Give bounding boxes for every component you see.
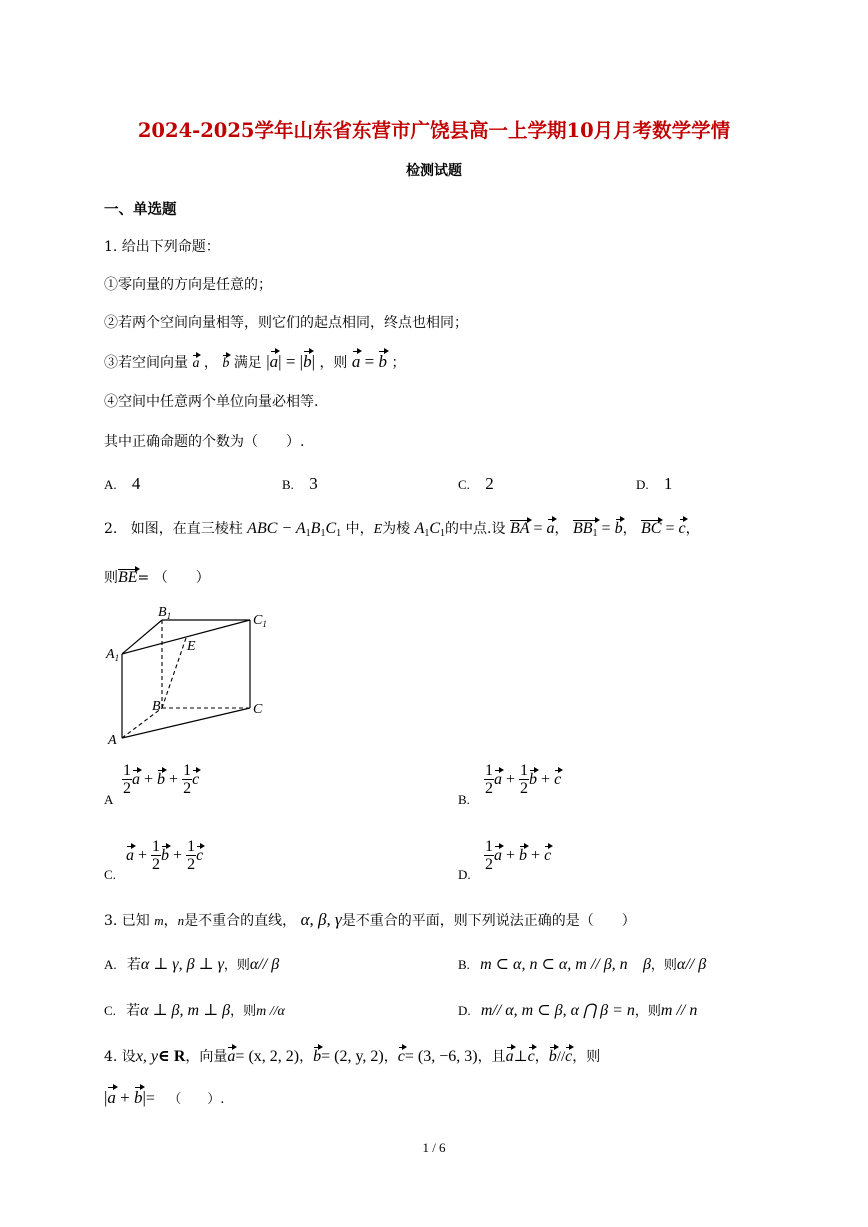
q2-text-4: 的中点.设 bbox=[445, 521, 506, 537]
q1-option-c[interactable] bbox=[458, 474, 494, 494]
q3-comma: ， bbox=[163, 913, 178, 929]
q3-m: m bbox=[154, 913, 164, 928]
label-c: C bbox=[253, 702, 263, 717]
option-text: ，则 bbox=[634, 1004, 661, 1019]
edge-a1c1: $A_1C_1$ bbox=[414, 520, 446, 539]
label-b: B bbox=[152, 699, 161, 714]
q3-option-d[interactable] bbox=[458, 1000, 697, 1020]
label-c1: $C_1$ bbox=[253, 613, 267, 629]
q3-stem bbox=[104, 910, 636, 930]
q1-question: 其中正确命题的个数为（ ）. bbox=[104, 434, 305, 450]
q2-option-d-label: D. bbox=[458, 867, 471, 882]
q1-statement-3 bbox=[104, 352, 405, 372]
option-label: B. bbox=[282, 477, 294, 492]
vector-b: b bbox=[222, 356, 230, 371]
q1-s3-text-b: ， bbox=[203, 355, 218, 371]
q2-comma-3: ， bbox=[685, 521, 700, 537]
q3-n: n bbox=[177, 913, 185, 928]
q4-equals: = bbox=[145, 1090, 155, 1107]
q3-option-b[interactable]: B. m ⊂ α, n ⊂ α, m // β, n β，则α// β bbox=[458, 956, 707, 973]
q3-option-a[interactable] bbox=[104, 954, 279, 974]
q1-option-d[interactable] bbox=[636, 474, 672, 494]
option-text: ，则 bbox=[230, 1004, 257, 1019]
q1-s3-text-c: 满足 bbox=[233, 355, 262, 371]
q2-option-b-expr[interactable]: $\frac{1}{2}$ a + $\frac{1}{2}$ b + c bbox=[485, 762, 562, 797]
option-label: A. bbox=[104, 957, 117, 972]
q4-blank: （ ）. bbox=[168, 1092, 225, 1107]
bc-equals-c: BC = c bbox=[641, 520, 686, 537]
q3-text-c: 是不重合的平面，则下列说法正确的是（ ） bbox=[341, 913, 636, 929]
q3-planes: α, β, γ bbox=[300, 910, 342, 929]
vector-be: BE bbox=[118, 569, 138, 586]
q1-statement-1: ①零向量的方向是任意的； bbox=[104, 277, 272, 293]
option-value: 4 bbox=[131, 474, 141, 493]
section-heading: 一、单选题 bbox=[104, 201, 177, 218]
option-text: 若 bbox=[126, 957, 141, 973]
option-label: D. bbox=[458, 1003, 471, 1018]
option-math: α ⊥ γ, β ⊥ γ bbox=[140, 956, 224, 973]
q4-text-a: 4. 设 bbox=[104, 1049, 136, 1065]
q2-comma-1: ， bbox=[554, 521, 569, 537]
q4-text-2: ，且 bbox=[477, 1049, 506, 1065]
q4-parallel: // bbox=[556, 1049, 566, 1065]
label-a: A bbox=[108, 733, 117, 748]
q3-text-b: 是不重合的直线， bbox=[184, 913, 297, 929]
q1-option-a[interactable] bbox=[104, 474, 140, 494]
q1-stem: 1. 给出下列命题： bbox=[104, 239, 220, 255]
q1-s3-text-d: ，则 bbox=[319, 355, 348, 371]
option-math: α ⊥ β, m ⊥ β bbox=[140, 1002, 231, 1019]
vector-a: a bbox=[192, 356, 200, 371]
q1-statement-4: ④空间中任意两个单位向量必相等. bbox=[104, 394, 319, 410]
option-math: m// α, m ⊂ β, α ⋂ β = n bbox=[480, 1002, 635, 1019]
q2-option-d-expr[interactable]: $\frac{1}{2}$ a + b + c bbox=[485, 838, 552, 873]
option-value: 2 bbox=[485, 474, 494, 493]
q1-s3-text-e: ； bbox=[391, 355, 406, 371]
q4-text-1: ，向量 bbox=[185, 1049, 228, 1065]
q2-option-a-expr[interactable]: $\frac{1}{2}$ a + b + $\frac{1}{2}$ c bbox=[123, 762, 200, 797]
q2-comma-2: ， bbox=[622, 521, 637, 537]
q2-stem bbox=[104, 518, 700, 539]
option-text: ，则 bbox=[650, 958, 677, 973]
document-title: 2024-2025学年山东省东营市广饶县高一上学期10月月考数学学情 bbox=[137, 119, 731, 142]
bb1-equals-b: $BB_1 = b$ bbox=[572, 520, 623, 539]
label-b1: $B_1$ bbox=[158, 605, 172, 621]
option-label: D. bbox=[636, 477, 649, 492]
option-text: ，则 bbox=[223, 958, 250, 973]
option-value: 1 bbox=[663, 474, 673, 493]
q4-text-3: ，则 bbox=[572, 1049, 601, 1065]
label-e: E bbox=[187, 639, 196, 654]
q3-text-a: 3. 已知 bbox=[104, 913, 150, 929]
option-label: C. bbox=[104, 1003, 116, 1018]
option-text: 若 bbox=[126, 1003, 141, 1019]
prism-figure bbox=[100, 600, 290, 750]
q2-stem-line2 bbox=[104, 567, 210, 587]
q2-text-then: 则 bbox=[104, 570, 118, 586]
q2-text-3: 为棱 bbox=[382, 521, 411, 537]
option-math: m //α bbox=[256, 1004, 285, 1019]
q4-xy: x, y bbox=[135, 1048, 159, 1065]
q2-option-c-expr[interactable]: a + $\frac{1}{2}$ b + $\frac{1}{2}$ c bbox=[126, 838, 204, 873]
q1-s3-text-a: ③若空间向量 bbox=[104, 355, 188, 371]
q4-perp: ⊥ bbox=[513, 1049, 528, 1065]
option-label: C. bbox=[458, 477, 470, 492]
option-math: m ⊂ α, n ⊂ α, m // β, n bbox=[480, 956, 628, 973]
q2-blank: = （ ） bbox=[137, 570, 210, 586]
q2-text-2: 中， bbox=[345, 521, 374, 537]
q2-text-1: 如图，在直三棱柱 bbox=[130, 521, 243, 537]
option-value: 3 bbox=[309, 474, 318, 493]
q1-statement-2: ②若两个空间向量相等，则它们的起点相同，终点也相同； bbox=[104, 315, 468, 331]
q2-option-a-label: A bbox=[104, 792, 114, 807]
abs-a-plus-b: |a + b| bbox=[104, 1088, 146, 1107]
q2-option-b-label: B. bbox=[458, 792, 470, 807]
q3-option-c[interactable] bbox=[104, 1000, 285, 1020]
q4-a-eq: = (x, 2, 2) bbox=[235, 1048, 300, 1065]
option-math: α// β bbox=[676, 956, 707, 973]
q4-stem: 4. 设x, y∈ R，向量a= (x, 2, 2)，b= (2, y, 2)，c= (3, −6, 3)，且a⊥c，b//c，则 bbox=[104, 1048, 601, 1065]
q2-option-c-label: C. bbox=[104, 867, 116, 882]
prism-name: ABC − $A_1B_1C_1$ bbox=[247, 520, 342, 539]
q4-c-eq: = (3, −6, 3) bbox=[404, 1048, 478, 1065]
label-a1: $A_1$ bbox=[106, 647, 120, 663]
option-math: m // n bbox=[660, 1002, 698, 1019]
option-label: A. bbox=[104, 477, 117, 492]
option-math: α// β bbox=[249, 956, 280, 973]
q1-option-b[interactable] bbox=[282, 474, 318, 494]
option-label: B. bbox=[458, 957, 470, 972]
q2-number: 2. bbox=[104, 521, 118, 537]
point-e: E bbox=[373, 522, 383, 537]
page-number: 1 / 6 bbox=[422, 1140, 446, 1155]
a-equals-b: a = b bbox=[351, 352, 387, 371]
prism-name-text: ABC − A bbox=[247, 520, 306, 537]
document-subtitle: 检测试题 bbox=[406, 163, 462, 179]
q4-in-r: ∈ R bbox=[158, 1048, 186, 1065]
q4-stem-line2 bbox=[104, 1088, 224, 1108]
ba-equals-a: BA = a bbox=[509, 520, 555, 537]
abs-a-equals-abs-b: |a| = |b| bbox=[266, 352, 315, 371]
q4-b-eq: = (2, y, 2) bbox=[321, 1048, 384, 1065]
